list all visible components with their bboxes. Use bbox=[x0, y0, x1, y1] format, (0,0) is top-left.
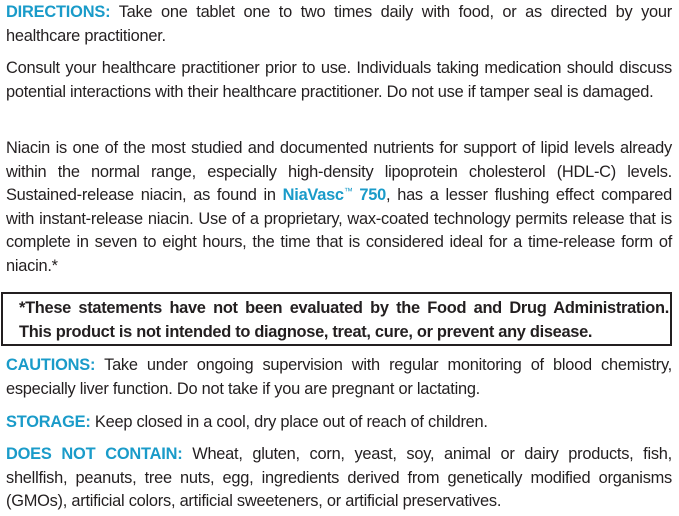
storage-section bbox=[6, 411, 672, 435]
consult-section bbox=[6, 57, 672, 104]
directions-section bbox=[6, 1, 672, 48]
niacin-section bbox=[6, 137, 672, 278]
storage-text: Keep closed in a cool, dry place out of reach of children. bbox=[90, 413, 488, 431]
brand-number: 750 bbox=[352, 186, 387, 204]
fda-disclaimer-box bbox=[1, 292, 672, 346]
fda-disclaimer bbox=[19, 297, 669, 344]
cautions-text: Take under ongoing supervision with regular monitoring of blood chemistry, especially liver function. Do not take if you are pregnant or lactating. bbox=[6, 356, 672, 398]
niacin-text-before-brand: Niacin is one of the most studied and documented nutrients for support of lipid levels already within the normal range, especially high-density lipoprotein cholesterol (HDL-C) levels. Sustained-release niacin, as found in bbox=[6, 139, 672, 204]
does-not-contain-section bbox=[6, 443, 672, 514]
consult-text: Consult your healthcare practitioner prior to use. Individuals taking medication should discuss potential interactions with their healthcare practitioner. Do not use if tamper seal is damaged. bbox=[6, 59, 672, 101]
brand-name bbox=[283, 186, 386, 204]
fda-disclaimer-line-1: *These statements have not been evaluated by the Food and Drug Administration. bbox=[19, 299, 669, 317]
does-not-contain-heading: DOES NOT CONTAIN: bbox=[6, 445, 183, 463]
trademark-symbol: ™ bbox=[343, 186, 353, 196]
directions-text: Take one tablet one to two times daily with food, or as directed by your healthcare practitioner. bbox=[6, 3, 672, 45]
cautions-section bbox=[6, 354, 672, 401]
directions-heading: DIRECTIONS: bbox=[6, 3, 111, 21]
does-not-contain-text: Wheat, gluten, corn, yeast, soy, animal or dairy products, fish, shellfish, peanuts, tree nuts, egg, ingredients derived from genetically modified organisms (GMOs), artificial colors, artificial sweeteners, or artificial preservatives. bbox=[6, 445, 672, 510]
cautions-heading: CAUTIONS: bbox=[6, 356, 96, 374]
niacin-text-after-brand: , has a lesser flushing effect compared with instant-release niacin. Use of a proprietary, wax-coated technology permits release that is complete in seven to eight hours, the time that is considered ideal for a time-release form of niacin.* bbox=[6, 186, 672, 275]
storage-heading: STORAGE: bbox=[6, 413, 91, 431]
brand-name-text: NiaVasc bbox=[282, 186, 344, 204]
fda-disclaimer-line-2: This product is not intended to diagnose, treat, cure, or prevent any disease. bbox=[19, 322, 593, 341]
